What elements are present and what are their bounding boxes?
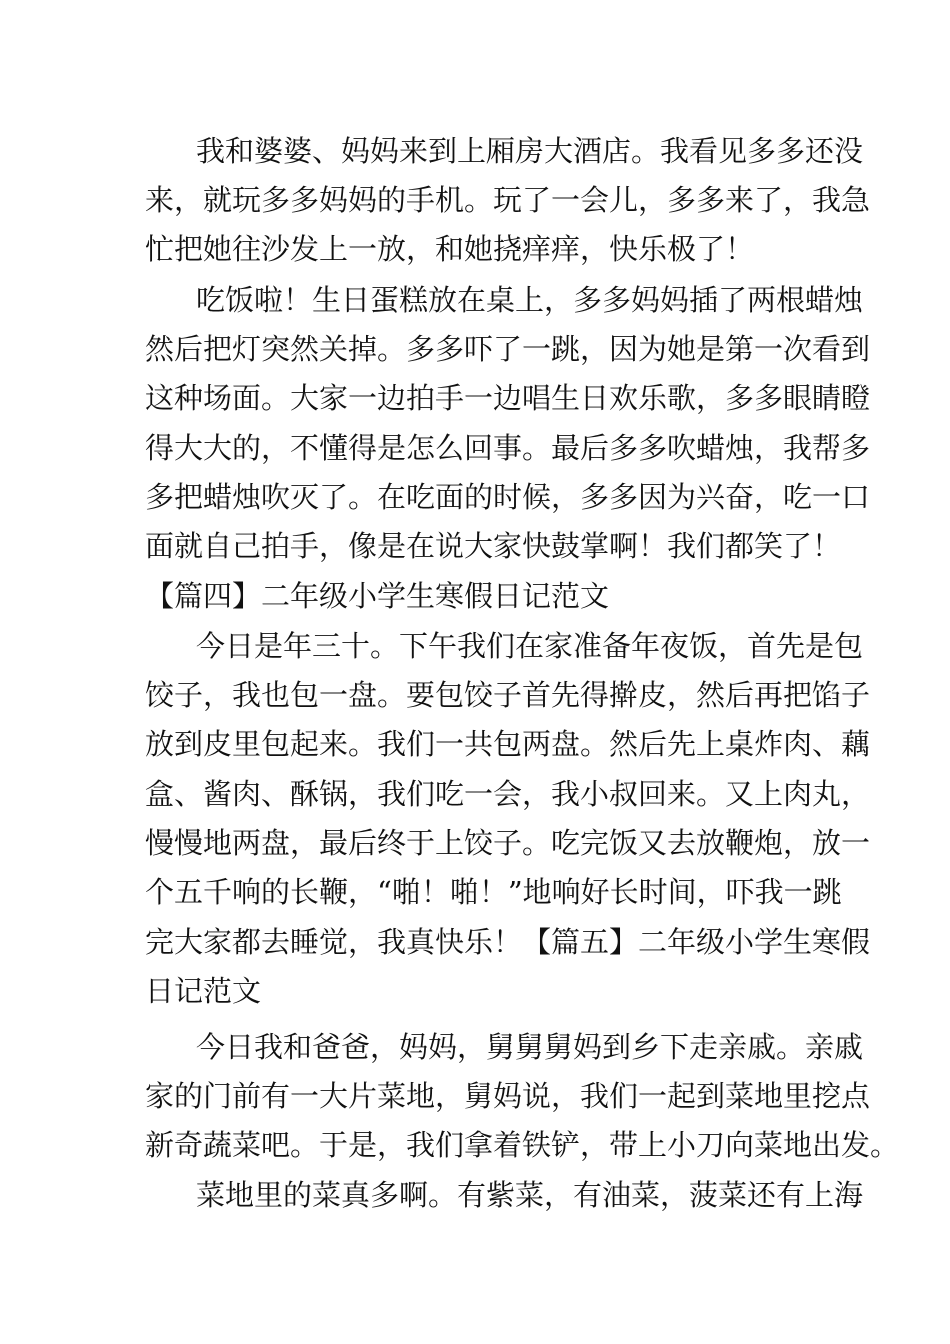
paragraph-3-line-1: 今日是年三十。下午我们在家准备年夜饭，首先是包 xyxy=(196,629,864,663)
paragraph-5-line-1: 菜地里的菜真多啊。有紫菜，有油菜，菠菜还有上海 xyxy=(196,1178,864,1212)
paragraph-2-line-3: 这种场面。大家一边拍手一边唱生日欢乐歌，多多眼睛瞪 xyxy=(145,381,871,415)
paragraph-1-line-2: 来，就玩多多妈妈的手机。玩了一会儿，多多来了，我急 xyxy=(145,183,871,217)
paragraph-2-line-5: 多把蜡烛吹灭了。在吃面的时候，多多因为兴奋，吃一口 xyxy=(145,480,871,514)
paragraph-1-line-1: 我和婆婆、妈妈来到上厢房大酒店。我看见多多还没 xyxy=(196,134,864,168)
paragraph-3-line-7: 完大家都去睡觉，我真快乐！【篇五】二年级小学生寒假 xyxy=(145,925,871,959)
paragraph-2-line-6: 面就自己拍手，像是在说大家快鼓掌啊！我们都笑了！ xyxy=(145,529,842,563)
paragraph-2-line-1: 吃饭啦！生日蛋糕放在桌上，多多妈妈插了两根蜡烛 xyxy=(196,283,864,317)
paragraph-3-line-8: 日记范文 xyxy=(145,974,262,1008)
paragraph-2-line-4: 得大大的，不懂得是怎么回事。最后多多吹蜡烛，我帮多 xyxy=(145,431,871,465)
paragraph-4-line-3: 新奇蔬菜吧。于是，我们拿着铁铲，带上小刀向菜地出发。 xyxy=(145,1128,900,1162)
paragraph-4-line-2: 家的门前有一大片菜地，舅妈说，我们一起到菜地里挖点 xyxy=(145,1079,871,1113)
paragraph-3-line-2: 饺子，我也包一盘。要包饺子首先得擀皮，然后再把馅子 xyxy=(145,678,871,712)
paragraph-3-line-6: 个五千响的长鞭，“啪！啪！”地响好长时间，吓我一跳 xyxy=(145,875,842,909)
paragraph-3-line-4: 盒、酱肉、酥锅，我们吃一会，我小叔回来。又上肉丸， xyxy=(145,777,871,811)
section-heading-4: 【篇四】二年级小学生寒假日记范文 xyxy=(145,579,610,613)
paragraph-3-line-3: 放到皮里包起来。我们一共包两盘。然后先上桌炸肉、藕 xyxy=(145,727,871,761)
paragraph-4-line-1: 今日我和爸爸，妈妈，舅舅舅妈到乡下走亲戚。亲戚 xyxy=(196,1030,864,1064)
paragraph-2-line-2: 然后把灯突然关掉。多多吓了一跳，因为她是第一次看到 xyxy=(145,332,871,366)
paragraph-1-line-3: 忙把她往沙发上一放，和她挠痒痒，快乐极了！ xyxy=(145,232,755,266)
paragraph-3-line-5: 慢慢地两盘，最后终于上饺子。吃完饭又去放鞭炮，放一 xyxy=(145,826,871,860)
